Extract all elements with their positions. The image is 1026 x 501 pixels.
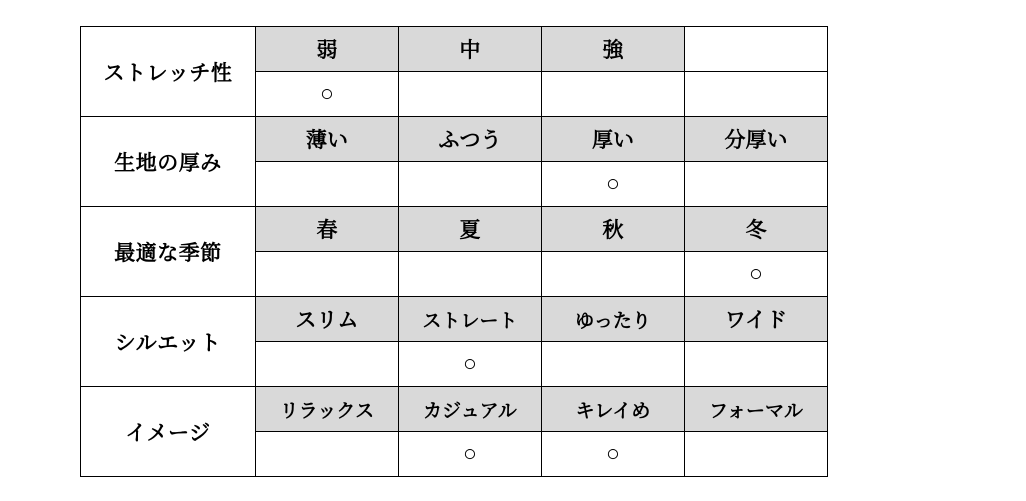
table-row <box>81 117 828 162</box>
option-mark-image-4[interactable] <box>685 432 828 477</box>
row-label-image: イメージ <box>81 387 256 477</box>
option-mark-silhouette-4[interactable] <box>685 342 828 387</box>
option-header-thickness-3: 厚い <box>542 117 685 162</box>
row-label-thickness: 生地の厚み <box>81 117 256 207</box>
row-label-silhouette: シルエット <box>81 297 256 387</box>
option-header-season-4: 冬 <box>685 207 828 252</box>
selection-mark: ○ <box>606 169 620 196</box>
option-header-silhouette-1: スリム <box>256 297 399 342</box>
garment-spec-table <box>80 26 828 477</box>
row-label-stretch: ストレッチ性 <box>81 27 256 117</box>
option-mark-image-2[interactable] <box>399 432 542 477</box>
option-mark-thickness-4[interactable] <box>685 162 828 207</box>
option-header-silhouette-2: ストレート <box>399 297 542 342</box>
table-row <box>81 387 828 432</box>
option-mark-silhouette-1[interactable] <box>256 342 399 387</box>
option-header-stretch-1: 弱 <box>256 27 399 72</box>
option-mark-season-1[interactable] <box>256 252 399 297</box>
table-row <box>81 207 828 252</box>
option-mark-stretch-1[interactable] <box>256 72 399 117</box>
option-header-image-2: カジュアル <box>399 387 542 432</box>
option-header-stretch-2: 中 <box>399 27 542 72</box>
table-row <box>81 297 828 342</box>
table-row <box>81 27 828 72</box>
option-header-image-3: キレイめ <box>542 387 685 432</box>
option-mark-image-3[interactable] <box>542 432 685 477</box>
option-mark-stretch-2[interactable] <box>399 72 542 117</box>
option-mark-season-4[interactable] <box>685 252 828 297</box>
selection-mark: ○ <box>320 79 334 106</box>
row-label-season: 最適な季節 <box>81 207 256 297</box>
option-mark-silhouette-2[interactable] <box>399 342 542 387</box>
spacer-cell <box>685 27 828 72</box>
selection-mark: ○ <box>463 439 477 466</box>
option-mark-stretch-3[interactable] <box>542 72 685 117</box>
option-header-image-4: フォーマル <box>685 387 828 432</box>
option-mark-thickness-3[interactable] <box>542 162 685 207</box>
option-header-thickness-2: ふつう <box>399 117 542 162</box>
option-mark-image-1[interactable] <box>256 432 399 477</box>
option-header-silhouette-3: ゆったり <box>542 297 685 342</box>
option-header-image-1: リラックス <box>256 387 399 432</box>
option-header-season-1: 春 <box>256 207 399 252</box>
option-mark-thickness-2[interactable] <box>399 162 542 207</box>
option-header-thickness-1: 薄い <box>256 117 399 162</box>
selection-mark: ○ <box>749 259 763 286</box>
option-header-season-2: 夏 <box>399 207 542 252</box>
option-mark-silhouette-3[interactable] <box>542 342 685 387</box>
option-header-thickness-4: 分厚い <box>685 117 828 162</box>
option-mark-thickness-1[interactable] <box>256 162 399 207</box>
spacer-cell <box>685 72 828 117</box>
option-header-season-3: 秋 <box>542 207 685 252</box>
option-header-silhouette-4: ワイド <box>685 297 828 342</box>
option-mark-season-2[interactable] <box>399 252 542 297</box>
selection-mark: ○ <box>463 349 477 376</box>
option-mark-season-3[interactable] <box>542 252 685 297</box>
option-header-stretch-3: 強 <box>542 27 685 72</box>
selection-mark: ○ <box>606 439 620 466</box>
